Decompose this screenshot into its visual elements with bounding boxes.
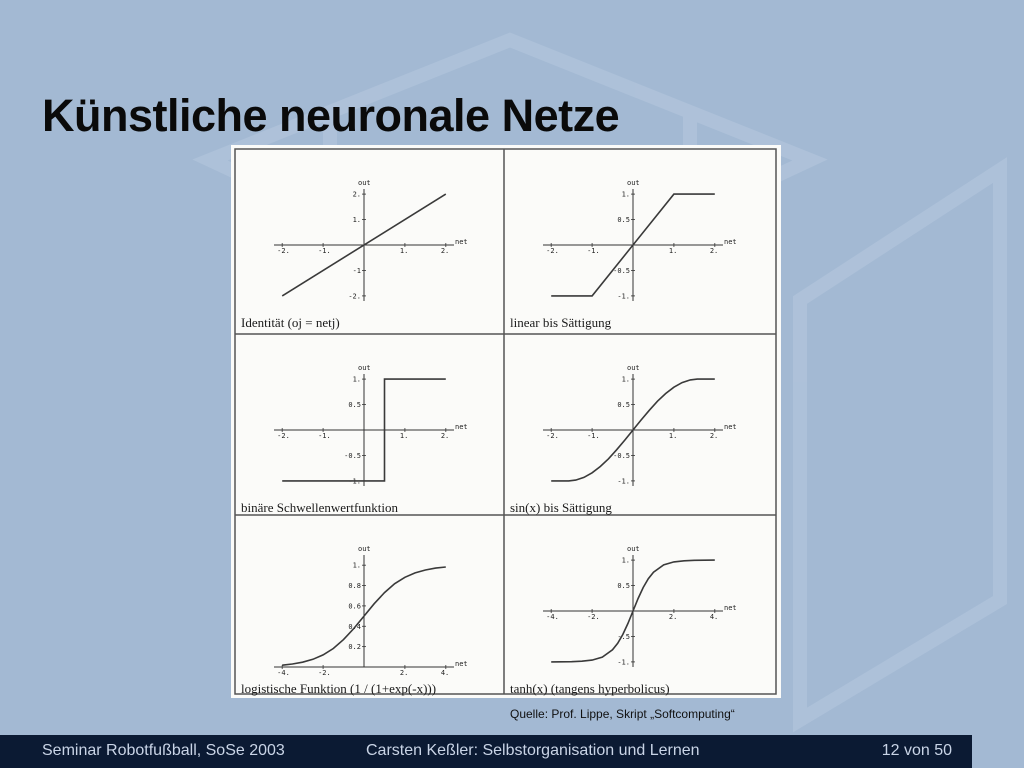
y-tick-label: 0.2 [348,643,361,652]
x-tick-label: 2. [709,432,719,440]
y-tick-label: -0.5 [613,266,630,275]
footer-author-topic: Carsten Keßler: Selbstorganisation und Lernen [366,742,700,759]
x-tick-label: -1. [318,247,331,255]
x-tick-label: 1. [399,432,409,440]
slide-title: Künstliche neuronale Netze [42,90,620,141]
x-tick-label: 2. [440,432,450,440]
y-tick-label: 0.8 [348,582,361,591]
x-tick-label: 4. [440,669,450,677]
chart-panel [510,179,737,330]
y-tick-label: -1. [617,658,630,667]
x-axis-label: net [455,238,468,246]
source-note: Quelle: Prof. Lippe, Skript „Softcomputing“ [510,707,735,721]
x-tick-label: -1. [587,432,600,440]
x-axis-label: net [455,423,468,431]
x-tick-label: -2. [546,432,559,440]
x-tick-label: 2. [668,613,678,621]
x-tick-label: -2. [277,247,290,255]
figure-frame [235,149,776,694]
y-tick-label: 1. [621,556,630,565]
y-axis-label: out [358,364,371,372]
chart-panel [241,545,468,696]
y-tick-label: -1 [352,266,361,275]
x-tick-label: 2. [440,247,450,255]
chart-panel [241,364,468,515]
x-tick-label: -1. [318,432,331,440]
y-tick-label: 0.5 [617,216,630,225]
y-tick-label: 1. [621,375,630,384]
chart-panel [510,545,737,696]
y-tick-label: -2. [348,292,361,301]
y-tick-label: 0.5 [348,401,361,410]
y-tick-label: -.5 [617,632,630,641]
y-tick-label: 1. [621,190,630,199]
y-tick-label: -1. [617,477,630,486]
y-tick-label: 1. [352,561,361,570]
panel-caption: Identität (oj = netj) [241,315,340,330]
panel-caption: sin(x) bis Sättigung [510,500,612,515]
activation-functions-figure [231,145,781,698]
x-tick-label: 1. [399,247,409,255]
activation-functions-grid [231,145,781,698]
y-tick-label: -1. [617,292,630,301]
x-tick-label: -2. [277,432,290,440]
y-tick-label: -1. [348,477,361,486]
y-axis-label: out [627,545,640,553]
y-tick-label: -0.5 [613,451,630,460]
y-axis-label: out [358,545,371,553]
footer-page-number: 12 von 50 [881,742,952,759]
panel-caption: tanh(x) (tangens hyperbolicus) [510,681,670,696]
y-tick-label: -0.5 [344,451,361,460]
x-tick-label: 2. [709,247,719,255]
x-tick-label: 1. [668,247,678,255]
x-axis-label: net [724,604,737,612]
x-axis-label: net [455,660,468,668]
y-tick-label: 1. [352,375,361,384]
x-tick-label: 4. [709,613,719,621]
x-tick-label: -2. [587,613,600,621]
y-tick-label: 0.6 [348,602,361,611]
y-tick-label: 1. [352,216,361,225]
y-axis-label: out [358,179,371,187]
x-axis-label: net [724,423,737,431]
x-tick-label: -2. [318,669,331,677]
x-tick-label: 1. [668,432,678,440]
y-axis-label: out [627,179,640,187]
x-tick-label: -2. [546,247,559,255]
y-tick-label: 2. [352,190,361,199]
chart-panel [241,179,468,330]
y-tick-label: 0.4 [348,622,361,631]
panel-caption: binäre Schwellenwertfunktion [241,500,399,515]
y-axis-label: out [627,364,640,372]
x-axis-label: net [724,238,737,246]
x-tick-label: 2. [399,669,409,677]
panel-caption: logistische Funktion (1 / (1+exp(-x))) [241,681,437,696]
y-tick-label: 0.5 [617,582,630,591]
panel-caption: linear bis Sättigung [510,315,612,330]
x-tick-label: -4. [277,669,290,677]
x-tick-label: -4. [546,613,559,621]
chart-panel [510,364,737,515]
x-tick-label: -1. [587,247,600,255]
footer-bar [0,735,972,768]
y-tick-label: 0.5 [617,401,630,410]
footer-seminar: Seminar Robotfußball, SoSe 2003 [42,742,285,759]
